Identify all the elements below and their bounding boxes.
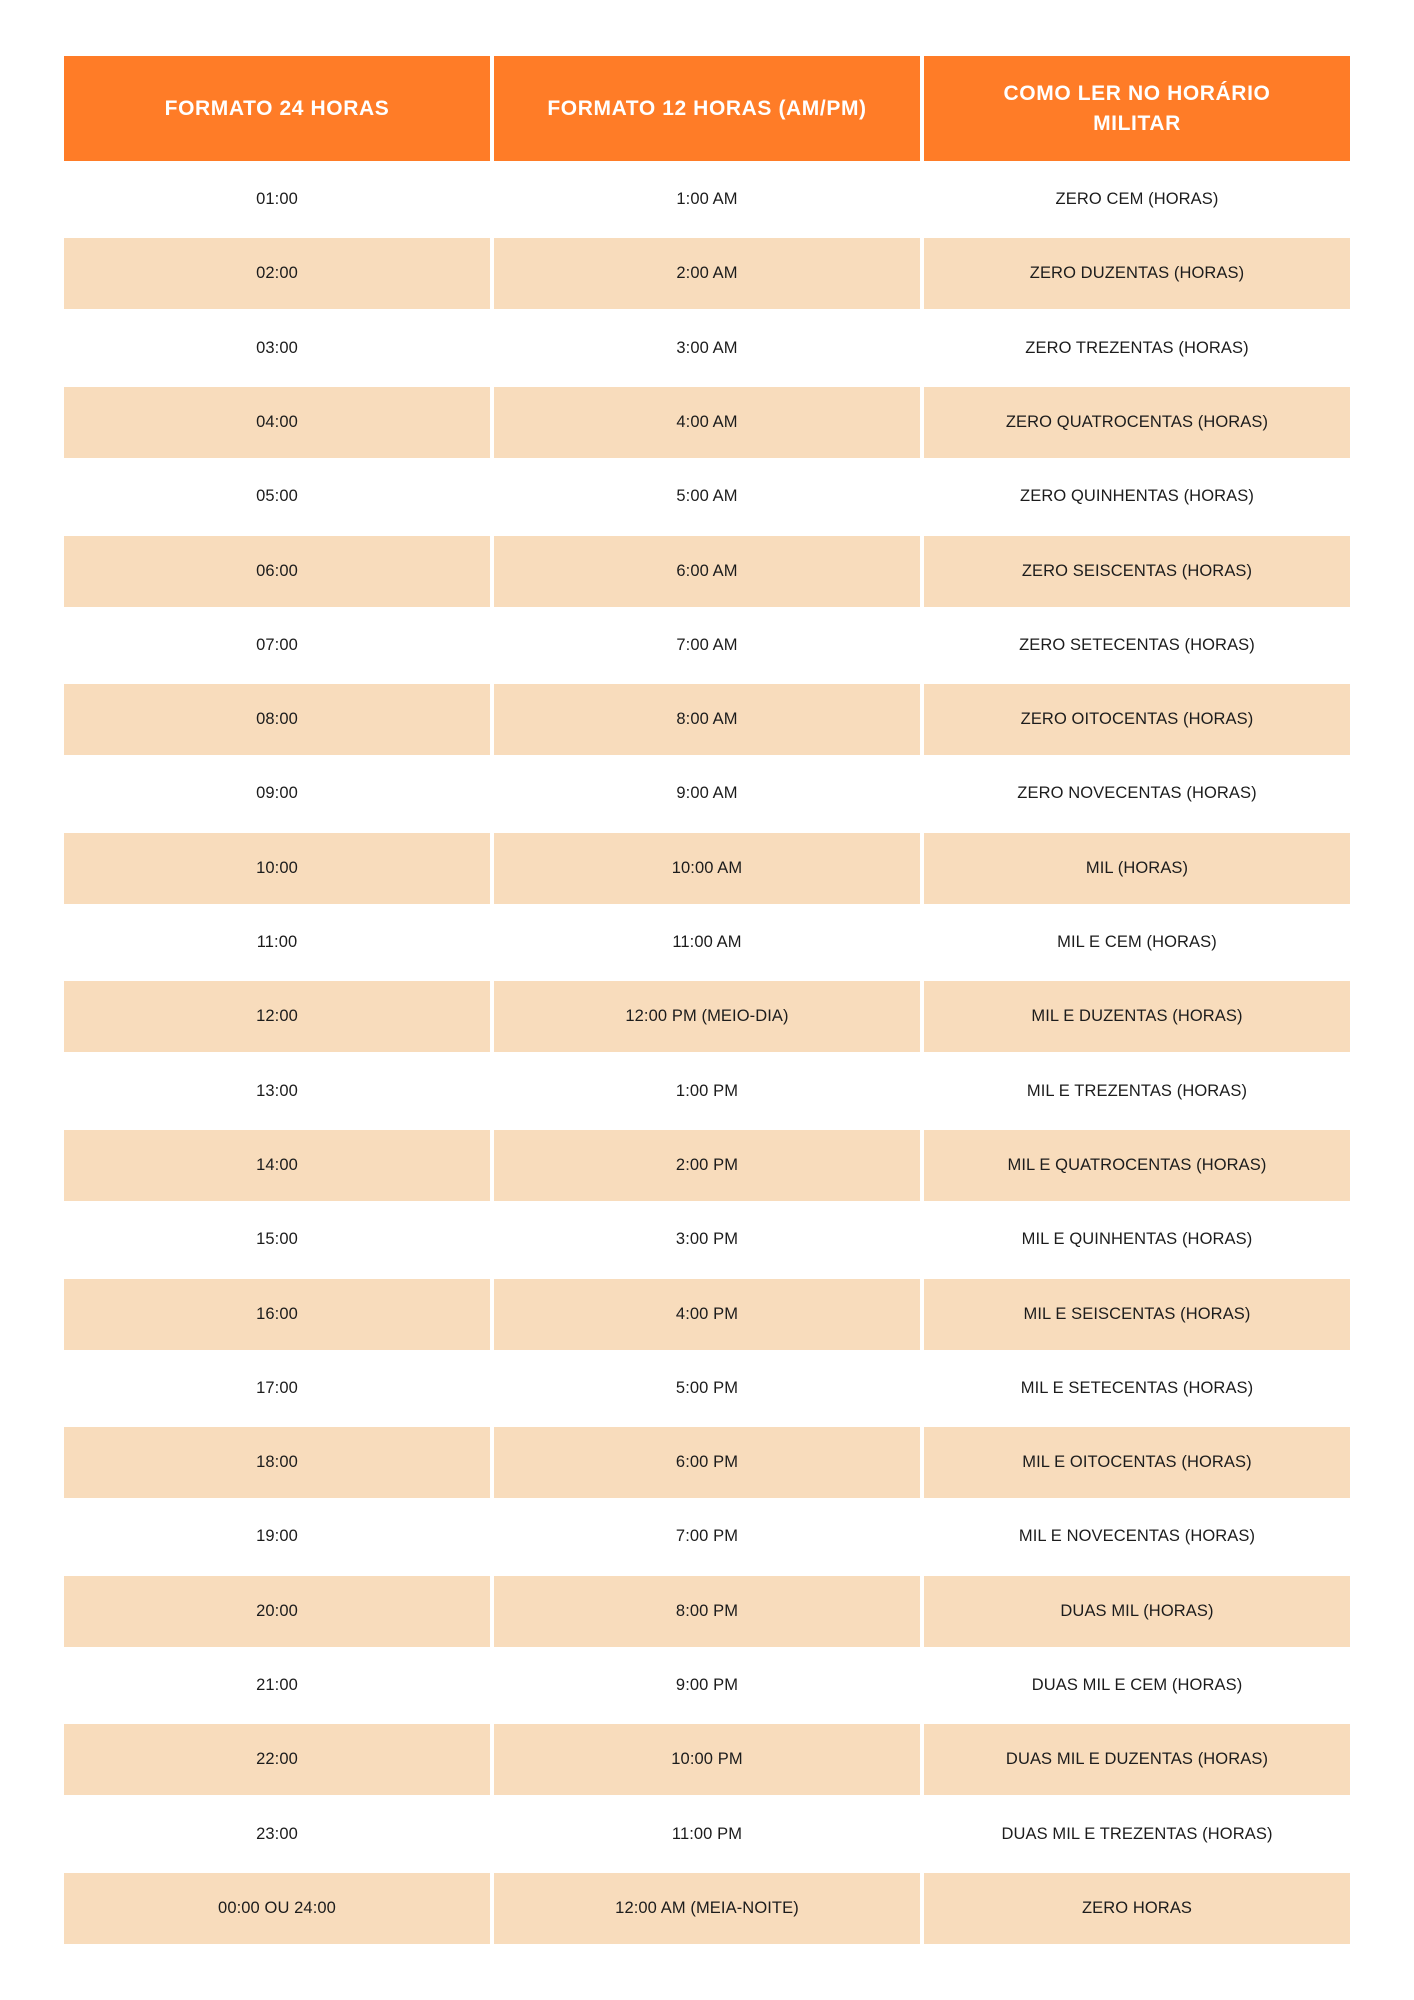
table-row [64, 1501, 1350, 1572]
table-row [64, 1799, 1350, 1870]
cell-12h: 12:00 AM (MEIA-NOITE) [494, 1873, 920, 1944]
cell-military: ZERO SEISCENTAS (HORAS) [924, 536, 1350, 607]
cell-military: MIL E TREZENTAS (HORAS) [1026, 1081, 1248, 1100]
cell-military: MIL (HORAS) [924, 833, 1350, 904]
cell-12h: 7:00 PM [675, 1527, 739, 1546]
cell-12h: 10:00 AM [494, 833, 920, 904]
cell-12h: 11:00 PM [671, 1824, 743, 1843]
cell-24h: 19:00 [256, 1527, 298, 1546]
table-row [64, 1576, 1350, 1647]
header-24h-format: FORMATO 24 HORAS [64, 56, 490, 161]
cell-24h: 01:00 [256, 190, 298, 208]
cell-military: ZERO TREZENTAS (HORAS) [1025, 338, 1249, 357]
cell-military: ZERO QUINHENTAS (HORAS) [1020, 487, 1254, 506]
cell-24h: 16:00 [64, 1279, 490, 1350]
cell-12h: 4:00 PM [494, 1279, 920, 1350]
cell-12h: 5:00 PM [675, 1378, 739, 1397]
cell-military: ZERO QUATROCENTAS (HORAS) [924, 387, 1350, 458]
table-header [64, 56, 1350, 161]
cell-24h: 21:00 [256, 1676, 298, 1694]
table-row [64, 1650, 1350, 1721]
cell-12h: 4:00 AM [494, 387, 920, 458]
cell-24h: 10:00 [64, 833, 490, 904]
cell-24h: 07:00 [256, 635, 298, 654]
cell-24h: 12:00 [64, 981, 490, 1052]
table-row [64, 1427, 1350, 1498]
table-row [64, 1724, 1350, 1795]
table-row [64, 1204, 1350, 1275]
cell-24h: 14:00 [64, 1130, 490, 1201]
table-row [64, 833, 1350, 904]
cell-24h: 05:00 [256, 487, 298, 506]
cell-military: ZERO CEM (HORAS) [1055, 190, 1219, 208]
cell-12h: 10:00 PM [494, 1724, 920, 1795]
cell-12h: 6:00 PM [494, 1427, 920, 1498]
cell-24h: 06:00 [64, 536, 490, 607]
cell-military: MIL E CEM (HORAS) [1057, 933, 1217, 951]
cell-12h: 7:00 AM [676, 635, 738, 654]
cell-24h: 09:00 [256, 784, 298, 803]
cell-24h: 22:00 [64, 1724, 490, 1795]
table-row [64, 387, 1350, 458]
cell-12h: 2:00 PM [494, 1130, 920, 1201]
table-row [64, 758, 1350, 829]
table-row [64, 907, 1350, 978]
cell-military: MIL E DUZENTAS (HORAS) [924, 981, 1350, 1052]
cell-military: ZERO DUZENTAS (HORAS) [924, 238, 1350, 309]
cell-military: DUAS MIL E DUZENTAS (HORAS) [924, 1724, 1350, 1795]
cell-24h: 15:00 [256, 1230, 298, 1249]
table-row [64, 1353, 1350, 1424]
cell-12h: 11:00 AM [672, 933, 742, 951]
cell-24h: 13:00 [256, 1081, 298, 1100]
cell-military: DUAS MIL E CEM (HORAS) [1031, 1676, 1243, 1694]
cell-24h: 17:00 [256, 1378, 298, 1397]
cell-12h: 9:00 AM [676, 784, 738, 803]
cell-24h: 04:00 [64, 387, 490, 458]
table-row [64, 238, 1350, 309]
cell-12h: 1:00 PM [675, 1081, 739, 1100]
cell-12h: 8:00 AM [494, 684, 920, 755]
cell-12h: 3:00 AM [676, 338, 738, 357]
cell-military: MIL E SETECENTAS (HORAS) [1020, 1378, 1254, 1397]
cell-12h: 3:00 PM [675, 1230, 739, 1249]
cell-military: MIL E OITOCENTAS (HORAS) [924, 1427, 1350, 1498]
cell-12h: 9:00 PM [675, 1676, 739, 1694]
cell-military: ZERO SETECENTAS (HORAS) [1019, 635, 1255, 654]
cell-military: ZERO OITOCENTAS (HORAS) [924, 684, 1350, 755]
cell-12h: 5:00 AM [676, 487, 738, 506]
table-row [64, 981, 1350, 1052]
table-row [64, 684, 1350, 755]
cell-military: MIL E NOVECENTAS (HORAS) [1018, 1527, 1256, 1546]
header-12h-format: FORMATO 12 HORAS (AM/PM) [494, 56, 920, 161]
cell-12h: 1:00 AM [676, 190, 738, 208]
cell-24h: 00:00 OU 24:00 [64, 1873, 490, 1944]
cell-12h: 8:00 PM [494, 1576, 920, 1647]
cell-24h: 11:00 [256, 933, 298, 951]
cell-military: ZERO HORAS [924, 1873, 1350, 1944]
table-row [64, 164, 1350, 235]
header-military-reading: COMO LER NO HORÁRIO MILITAR [924, 56, 1350, 161]
table-row [64, 536, 1350, 607]
table-row [64, 313, 1350, 384]
cell-military: DUAS MIL E TREZENTAS (HORAS) [1001, 1824, 1273, 1843]
cell-military: MIL E SEISCENTAS (HORAS) [924, 1279, 1350, 1350]
cell-military: ZERO NOVECENTAS (HORAS) [1017, 784, 1257, 803]
cell-military: MIL E QUATROCENTAS (HORAS) [924, 1130, 1350, 1201]
table-row [64, 461, 1350, 532]
table-row [64, 1873, 1350, 1944]
table-row [64, 610, 1350, 681]
cell-24h: 23:00 [256, 1824, 298, 1843]
cell-military: MIL E QUINHENTAS (HORAS) [1021, 1230, 1253, 1249]
table-row [64, 1130, 1350, 1201]
cell-24h: 18:00 [64, 1427, 490, 1498]
cell-24h: 08:00 [64, 684, 490, 755]
table-row [64, 1056, 1350, 1127]
cell-24h: 02:00 [64, 238, 490, 309]
cell-12h: 2:00 AM [494, 238, 920, 309]
cell-24h: 03:00 [256, 338, 298, 357]
cell-12h: 12:00 PM (MEIO-DIA) [494, 981, 920, 1052]
cell-24h: 20:00 [64, 1576, 490, 1647]
table-row [64, 1279, 1350, 1350]
cell-12h: 6:00 AM [494, 536, 920, 607]
cell-military: DUAS MIL (HORAS) [924, 1576, 1350, 1647]
